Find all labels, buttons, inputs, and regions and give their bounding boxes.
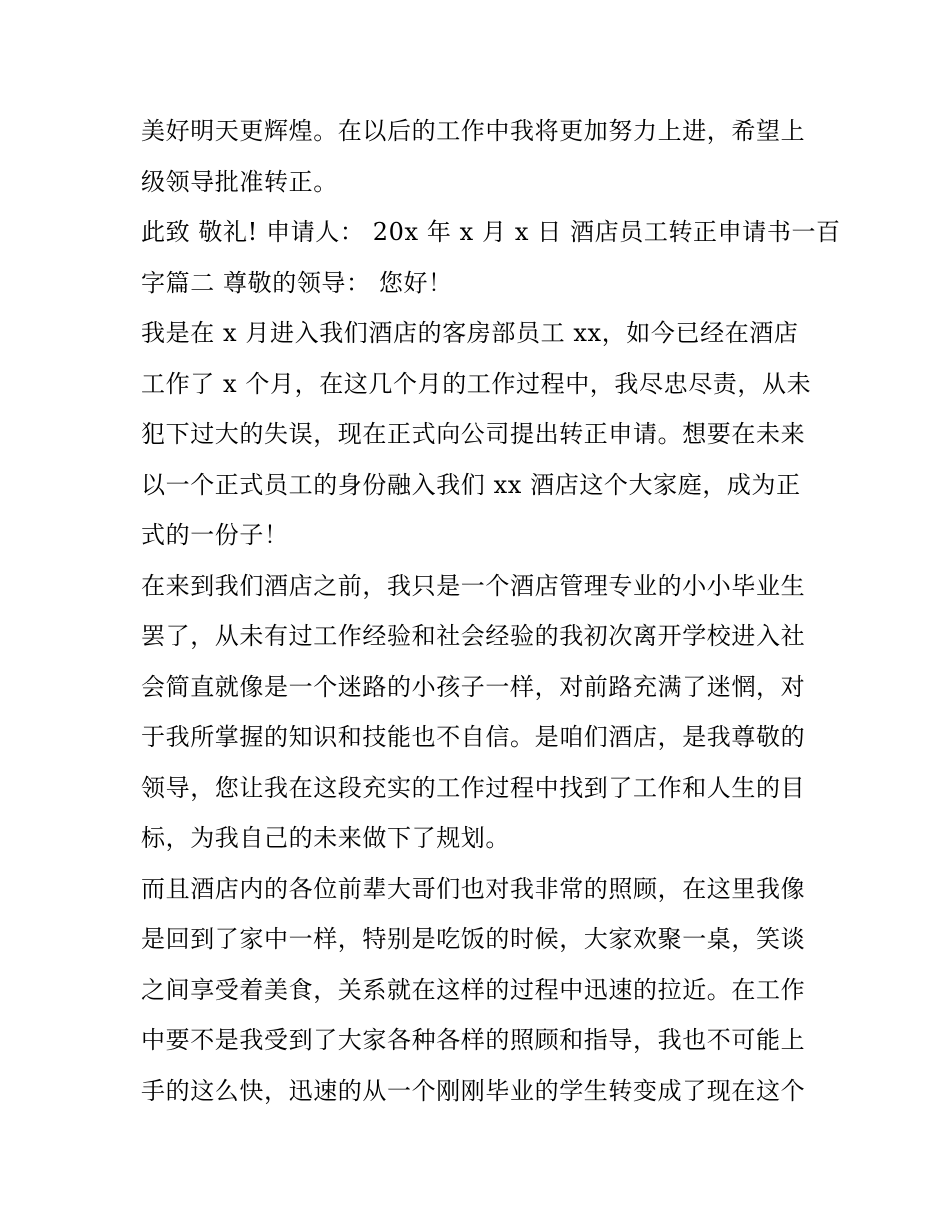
text-line: 此致 敬礼! 申请人： 20x 年 x 月 x 日 酒店员工转正申请书一百 (141, 218, 841, 246)
text-line: 我是在 x 月进入我们酒店的客房部员工 xx，如今已经在酒店 (141, 319, 799, 347)
document-body (141, 106, 841, 1116)
text-line: 式的一份子！ (141, 521, 289, 549)
text-line: 之间享受着美食，关系就在这样的过程中迅速的拉近。在工作 (141, 975, 806, 1004)
text-line: 在来到我们酒店之前，我只是一个酒店管理专业的小小毕业生 (141, 571, 806, 600)
text-line: 而且酒店内的各位前辈大哥们也对我非常的照顾，在这里我像 (141, 874, 806, 903)
text-line: 中要不是我受到了大家各种各样的照顾和指导，我也不可能上 (141, 1026, 806, 1054)
text-line: 级领导批准转正。 (141, 167, 338, 196)
text-line: 标，为我自己的未来做下了规划。 (141, 824, 510, 852)
text-line: 领导，您让我在这段充实的工作过程中找到了工作和人生的目 (141, 773, 806, 802)
text-line: 会简直就像是一个迷路的小孩子一样，对前路充满了迷惘，对 (141, 672, 806, 701)
text-line: 工作了 x 个月，在这几个月的工作过程中，我尽忠尽责，从未 (141, 369, 812, 398)
text-line: 字篇二 尊敬的领导： 您好！ (141, 268, 453, 297)
text-line: 罢了，从未有过工作经验和社会经验的我初次离开学校进入社 (141, 622, 806, 650)
text-line: 于我所掌握的知识和技能也不自信。是咱们酒店，是我尊敬的 (141, 723, 806, 751)
text-line: 手的这么快，迅速的从一个刚刚毕业的学生转变成了现在这个 (141, 1076, 806, 1105)
text-line: 以一个正式员工的身份融入我们 xx 酒店这个大家庭，成为正 (141, 470, 801, 499)
text-line: 犯下过大的失误，现在正式向公司提出转正申请。想要在未来 (141, 420, 806, 448)
text-line: 美好明天更辉煌。在以后的工作中我将更加努力上进，希望上 (141, 117, 806, 145)
text-line: 是回到了家中一样，特别是吃饭的时候，大家欢聚一桌，笑谈 (141, 925, 806, 953)
